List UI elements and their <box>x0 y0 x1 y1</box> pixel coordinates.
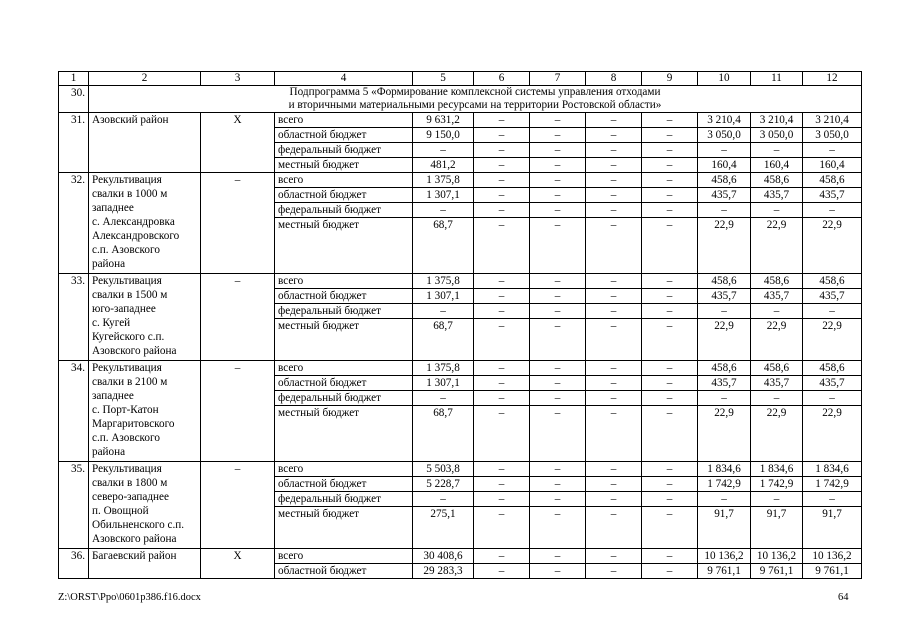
value-cell: – <box>586 361 642 376</box>
item-name-line: свалки в 1500 м <box>92 289 168 301</box>
value-cell: – <box>642 289 698 304</box>
funding-source: областной бюджет <box>275 188 413 203</box>
value-cell: 22,9 <box>751 218 803 274</box>
value-cell: – <box>530 188 586 203</box>
subprogram-title-line: Подпрограмма 5 «Формирование комплексной системы управления отходами <box>289 86 661 98</box>
column-header: 7 <box>530 72 586 86</box>
value-cell: 3 050,0 <box>751 128 803 143</box>
value-cell: – <box>751 143 803 158</box>
value-cell: 68,7 <box>413 406 474 462</box>
value-cell: – <box>803 492 862 507</box>
value-cell: – <box>586 406 642 462</box>
column-header: 4 <box>275 72 413 86</box>
value-cell: – <box>530 128 586 143</box>
value-cell: – <box>474 274 530 289</box>
value-cell: – <box>642 507 698 549</box>
value-cell: – <box>474 376 530 391</box>
column-header: 12 <box>803 72 862 86</box>
row-number: 33. <box>59 274 89 361</box>
value-cell: – <box>474 173 530 188</box>
item-name-line: с. Кугей <box>92 317 131 329</box>
value-cell: – <box>474 143 530 158</box>
value-cell: – <box>474 304 530 319</box>
value-cell: – <box>586 113 642 128</box>
value-cell: 3 210,4 <box>698 113 751 128</box>
value-cell: 22,9 <box>698 218 751 274</box>
value-cell: – <box>803 391 862 406</box>
value-cell: 9 761,1 <box>698 564 751 579</box>
value-cell: – <box>642 158 698 173</box>
funding-source: федеральный бюджет <box>275 203 413 218</box>
table-row <box>59 361 862 376</box>
table-row <box>59 549 862 564</box>
value-cell: – <box>530 549 586 564</box>
item-name-line: Александровского <box>92 230 180 242</box>
funding-source: всего <box>275 274 413 289</box>
value-cell: – <box>803 304 862 319</box>
subprogram-title-line: и вторичными материальными ресурсами на территории Ростовской области» <box>288 99 662 111</box>
value-cell: – <box>642 218 698 274</box>
value-cell: – <box>642 143 698 158</box>
item-name-line: Багаевский район <box>92 550 177 562</box>
item-name-line: западнее <box>92 390 134 402</box>
value-cell: 458,6 <box>803 361 862 376</box>
funding-source: федеральный бюджет <box>275 143 413 158</box>
value-cell: – <box>642 173 698 188</box>
value-cell: – <box>413 304 474 319</box>
item-name-line: района <box>92 446 126 458</box>
value-cell: 22,9 <box>751 319 803 361</box>
funding-source: областной бюджет <box>275 128 413 143</box>
value-cell: – <box>474 507 530 549</box>
funding-source: областной бюджет <box>275 477 413 492</box>
value-cell: 481,2 <box>413 158 474 173</box>
value-cell: – <box>413 391 474 406</box>
value-cell: 1 742,9 <box>751 477 803 492</box>
value-cell: 458,6 <box>751 274 803 289</box>
value-cell: – <box>586 203 642 218</box>
value-cell: – <box>530 376 586 391</box>
value-cell: – <box>586 492 642 507</box>
value-cell: – <box>586 173 642 188</box>
value-cell: 5 503,8 <box>413 462 474 477</box>
value-cell: – <box>642 492 698 507</box>
value-cell: – <box>474 406 530 462</box>
value-cell: 22,9 <box>698 406 751 462</box>
value-cell: – <box>530 564 586 579</box>
value-cell: – <box>698 492 751 507</box>
value-cell: – <box>586 274 642 289</box>
value-cell: – <box>530 274 586 289</box>
column-header: 8 <box>586 72 642 86</box>
value-cell: – <box>530 462 586 477</box>
value-cell: – <box>474 113 530 128</box>
executor-mark: – <box>201 274 275 361</box>
table-row <box>59 462 862 477</box>
item-name-line: Маргаритовского <box>92 418 175 430</box>
value-cell: – <box>474 361 530 376</box>
value-cell: 9 150,0 <box>413 128 474 143</box>
budget-table <box>58 71 862 579</box>
value-cell: 10 136,2 <box>698 549 751 564</box>
value-cell: – <box>642 188 698 203</box>
value-cell: – <box>751 492 803 507</box>
executor-mark: – <box>201 462 275 549</box>
item-name-line: Рекультивация <box>92 362 162 374</box>
value-cell: – <box>474 218 530 274</box>
funding-source: местный бюджет <box>275 507 413 549</box>
item-name-line: п. Овощной <box>92 505 149 517</box>
value-cell: 160,4 <box>698 158 751 173</box>
value-cell: – <box>530 158 586 173</box>
value-cell: 5 228,7 <box>413 477 474 492</box>
table-body <box>59 72 862 579</box>
value-cell: 9 631,2 <box>413 113 474 128</box>
executor-mark: Х <box>201 549 275 579</box>
value-cell: – <box>586 376 642 391</box>
value-cell: 458,6 <box>751 173 803 188</box>
value-cell: 91,7 <box>751 507 803 549</box>
value-cell: 3 050,0 <box>803 128 862 143</box>
value-cell: – <box>642 406 698 462</box>
value-cell: – <box>586 564 642 579</box>
item-name <box>89 274 201 361</box>
row-number: 36. <box>59 549 89 579</box>
value-cell: 458,6 <box>803 173 862 188</box>
value-cell: 1 307,1 <box>413 289 474 304</box>
value-cell: 458,6 <box>698 361 751 376</box>
value-cell: – <box>586 462 642 477</box>
item-name-line: западнее <box>92 202 134 214</box>
value-cell: – <box>586 477 642 492</box>
item-name <box>89 361 201 462</box>
value-cell: 9 761,1 <box>751 564 803 579</box>
value-cell: 435,7 <box>751 188 803 203</box>
column-header: 10 <box>698 72 751 86</box>
funding-source: местный бюджет <box>275 158 413 173</box>
value-cell: 22,9 <box>751 406 803 462</box>
table-row <box>59 113 862 128</box>
value-cell: – <box>474 477 530 492</box>
item-name-line: свалки в 2100 м <box>92 376 168 388</box>
funding-source: всего <box>275 462 413 477</box>
funding-source: федеральный бюджет <box>275 492 413 507</box>
item-name-line: Кугейского с.п. <box>92 331 165 343</box>
value-cell: – <box>530 492 586 507</box>
table-row <box>59 274 862 289</box>
column-header: 9 <box>642 72 698 86</box>
row-number: 34. <box>59 361 89 462</box>
value-cell: 30 408,6 <box>413 549 474 564</box>
value-cell: 435,7 <box>803 289 862 304</box>
value-cell: 29 283,3 <box>413 564 474 579</box>
value-cell: – <box>474 289 530 304</box>
value-cell: – <box>530 218 586 274</box>
value-cell: – <box>642 203 698 218</box>
value-cell: – <box>642 391 698 406</box>
page-number: 64 <box>838 592 849 603</box>
funding-source: всего <box>275 549 413 564</box>
funding-source: местный бюджет <box>275 406 413 462</box>
row-number: 31. <box>59 113 89 173</box>
value-cell: 1 834,6 <box>698 462 751 477</box>
executor-mark: – <box>201 173 275 274</box>
value-cell: 68,7 <box>413 218 474 274</box>
value-cell: – <box>698 304 751 319</box>
item-name-line: северо-западнее <box>92 491 169 503</box>
table-row <box>59 173 862 188</box>
value-cell: – <box>530 143 586 158</box>
value-cell: – <box>751 304 803 319</box>
item-name-line: юго-западнее <box>92 303 156 315</box>
value-cell: 10 136,2 <box>803 549 862 564</box>
row-number: 30. <box>59 86 89 113</box>
value-cell: – <box>530 289 586 304</box>
item-name <box>89 462 201 549</box>
value-cell: 3 210,4 <box>751 113 803 128</box>
funding-source: местный бюджет <box>275 218 413 274</box>
value-cell: – <box>586 128 642 143</box>
value-cell: – <box>474 549 530 564</box>
executor-mark: – <box>201 361 275 462</box>
item-name-line: свалки в 1800 м <box>92 477 168 489</box>
value-cell: – <box>698 391 751 406</box>
value-cell: 3 210,4 <box>803 113 862 128</box>
funding-source: местный бюджет <box>275 319 413 361</box>
value-cell: 1 307,1 <box>413 376 474 391</box>
column-header: 1 <box>59 72 89 86</box>
value-cell: – <box>474 492 530 507</box>
value-cell: – <box>642 361 698 376</box>
value-cell: 160,4 <box>751 158 803 173</box>
value-cell: – <box>642 128 698 143</box>
value-cell: – <box>642 462 698 477</box>
value-cell: 435,7 <box>698 289 751 304</box>
item-name-line: Обильненского с.п. <box>92 519 185 531</box>
value-cell: – <box>474 203 530 218</box>
item-name-line: Рекультивация <box>92 463 162 475</box>
value-cell: – <box>530 173 586 188</box>
value-cell: – <box>642 319 698 361</box>
value-cell: 1 307,1 <box>413 188 474 203</box>
value-cell: – <box>642 477 698 492</box>
item-name-line: Рекультивация <box>92 275 162 287</box>
value-cell: – <box>586 188 642 203</box>
row-number: 32. <box>59 173 89 274</box>
value-cell: 435,7 <box>698 376 751 391</box>
value-cell: – <box>642 564 698 579</box>
value-cell: 1 834,6 <box>803 462 862 477</box>
value-cell: – <box>586 304 642 319</box>
value-cell: 458,6 <box>803 274 862 289</box>
value-cell: 91,7 <box>803 507 862 549</box>
value-cell: 458,6 <box>698 173 751 188</box>
value-cell: – <box>530 319 586 361</box>
value-cell: – <box>803 203 862 218</box>
value-cell: – <box>586 289 642 304</box>
value-cell: 1 375,8 <box>413 173 474 188</box>
value-cell: 1 375,8 <box>413 361 474 376</box>
value-cell: – <box>586 218 642 274</box>
value-cell: – <box>698 143 751 158</box>
value-cell: – <box>642 549 698 564</box>
value-cell: 3 050,0 <box>698 128 751 143</box>
value-cell: 435,7 <box>751 376 803 391</box>
value-cell: – <box>642 376 698 391</box>
row-number: 35. <box>59 462 89 549</box>
value-cell: – <box>698 203 751 218</box>
column-header: 5 <box>413 72 474 86</box>
value-cell: 1 742,9 <box>803 477 862 492</box>
item-name-line: с. Александровка <box>92 216 175 228</box>
item-name <box>89 173 201 274</box>
column-header: 11 <box>751 72 803 86</box>
value-cell: – <box>586 158 642 173</box>
funding-source: всего <box>275 113 413 128</box>
value-cell: 160,4 <box>803 158 862 173</box>
value-cell: – <box>642 113 698 128</box>
value-cell: – <box>474 128 530 143</box>
value-cell: – <box>530 477 586 492</box>
column-number-row <box>59 72 862 86</box>
value-cell: – <box>586 391 642 406</box>
value-cell: – <box>474 564 530 579</box>
value-cell: – <box>751 203 803 218</box>
value-cell: – <box>803 143 862 158</box>
value-cell: 22,9 <box>803 319 862 361</box>
item-name-line: Азовский район <box>92 114 169 126</box>
column-header: 2 <box>89 72 201 86</box>
value-cell: – <box>586 507 642 549</box>
value-cell: 22,9 <box>803 218 862 274</box>
value-cell: – <box>474 188 530 203</box>
value-cell: 435,7 <box>698 188 751 203</box>
value-cell: 1 834,6 <box>751 462 803 477</box>
value-cell: – <box>642 274 698 289</box>
value-cell: – <box>530 113 586 128</box>
funding-source: всего <box>275 173 413 188</box>
value-cell: 1 375,8 <box>413 274 474 289</box>
item-name-line: с. Порт-Катон <box>92 404 159 416</box>
value-cell: – <box>530 507 586 549</box>
value-cell: 458,6 <box>751 361 803 376</box>
value-cell: – <box>586 143 642 158</box>
value-cell: 1 742,9 <box>698 477 751 492</box>
value-cell: 458,6 <box>698 274 751 289</box>
subprogram-title <box>89 86 862 113</box>
value-cell: – <box>474 462 530 477</box>
value-cell: – <box>586 549 642 564</box>
file-path: Z:\ORST\Ppo\0601p386.f16.docx <box>58 592 201 603</box>
value-cell: – <box>586 319 642 361</box>
item-name-line: свалки в 1000 м <box>92 188 168 200</box>
value-cell: – <box>530 406 586 462</box>
item-name-line: с.п. Азовского <box>92 432 160 444</box>
value-cell: – <box>530 391 586 406</box>
value-cell: 275,1 <box>413 507 474 549</box>
funding-source: федеральный бюджет <box>275 304 413 319</box>
subprogram-row <box>59 86 862 113</box>
value-cell: – <box>413 203 474 218</box>
item-name-line: Рекультивация <box>92 174 162 186</box>
value-cell: – <box>751 391 803 406</box>
item-name-line: Азовского района <box>92 345 177 357</box>
value-cell: 435,7 <box>803 376 862 391</box>
value-cell: 22,9 <box>803 406 862 462</box>
value-cell: 91,7 <box>698 507 751 549</box>
value-cell: – <box>474 391 530 406</box>
value-cell: – <box>530 304 586 319</box>
value-cell: – <box>474 319 530 361</box>
funding-source: областной бюджет <box>275 376 413 391</box>
funding-source: всего <box>275 361 413 376</box>
funding-source: областной бюджет <box>275 289 413 304</box>
value-cell: – <box>642 304 698 319</box>
executor-mark: Х <box>201 113 275 173</box>
funding-source: федеральный бюджет <box>275 391 413 406</box>
value-cell: – <box>413 143 474 158</box>
value-cell: – <box>474 158 530 173</box>
value-cell: 435,7 <box>751 289 803 304</box>
column-header: 3 <box>201 72 275 86</box>
value-cell: – <box>530 203 586 218</box>
item-name <box>89 113 201 173</box>
value-cell: 22,9 <box>698 319 751 361</box>
value-cell: – <box>413 492 474 507</box>
value-cell: 435,7 <box>803 188 862 203</box>
value-cell: 9 761,1 <box>803 564 862 579</box>
value-cell: 68,7 <box>413 319 474 361</box>
value-cell: – <box>530 361 586 376</box>
item-name <box>89 549 201 579</box>
item-name-line: района <box>92 258 126 270</box>
funding-source: областной бюджет <box>275 564 413 579</box>
column-header: 6 <box>474 72 530 86</box>
item-name-line: с.п. Азовского <box>92 244 160 256</box>
item-name-line: Азовского района <box>92 533 177 545</box>
value-cell: 10 136,2 <box>751 549 803 564</box>
